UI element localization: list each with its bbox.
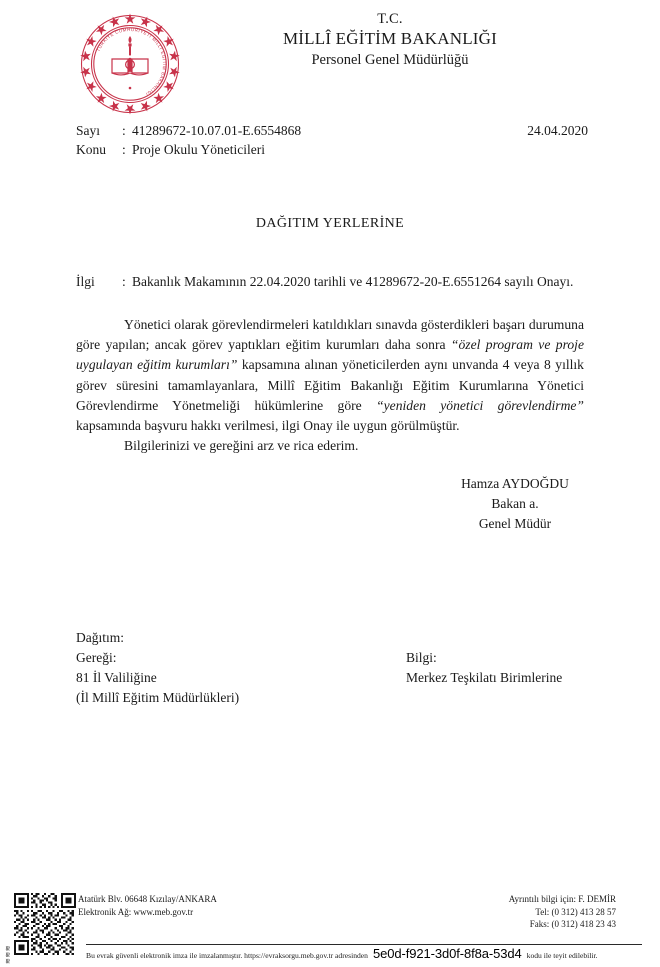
distribution-block xyxy=(76,628,596,705)
distribution-required-line-2: (İl Millî Eğitim Müdürlükleri) xyxy=(76,690,240,705)
distribution-required-column xyxy=(76,648,376,708)
footer-divider xyxy=(86,944,642,945)
footer-tel: Tel: (0 312) 413 28 57 xyxy=(535,906,616,917)
document-meta xyxy=(76,121,588,159)
sayi-row xyxy=(76,121,588,140)
signer-name: Hamza AYDOĞDU xyxy=(461,476,569,491)
verification-code: 5e0d-f921-3d0f-8f8a-53d4 xyxy=(372,946,522,961)
distribution-info-column xyxy=(406,648,660,688)
verification-text-before: Bu evrak güvenli elektronik imza ile imzalanmıştır. https://evraksorgu.meb.gov.tr adresinden xyxy=(86,951,368,960)
footer-contact-person: Ayrıntılı bilgi için: F. DEMİR xyxy=(508,894,616,904)
document-date: 24.04.2020 xyxy=(527,123,588,138)
esignature-verification-line xyxy=(86,948,646,962)
konu-row xyxy=(76,140,588,159)
sayi-label: Sayı xyxy=(76,123,101,138)
footer-address-column xyxy=(78,893,378,918)
ministry-name: MİLLÎ EĞİTİM BAKANLIĞI xyxy=(282,29,498,48)
distribution-info-line-1: Merkez Teşkilatı Birimlerine xyxy=(406,670,563,685)
qr-code xyxy=(14,893,76,955)
side-marker-strip: ≋≋≋ xyxy=(4,944,12,964)
header-titles xyxy=(190,10,590,70)
verification-text-after: kodu ile teyit edilebilir. xyxy=(526,951,598,960)
svg-text:TÜRKİYE CUMHURİYETİ MİLLÎ EĞİT: TÜRKİYE CUMHURİYETİ MİLLÎ EĞİTİM BAKANLIĞI xyxy=(95,26,168,97)
body-p1-part1: Yönetici olarak görevlendirmeleri katıldıkları sınavda gösterdikleri başarı durumuna göre yapılan; ancak görev yaptıkları eğitim kurumları daha sonra xyxy=(76,317,584,353)
republic-label: T.C. xyxy=(377,11,403,27)
body-p1-quote1: “özel program ve proje uygulayan eğitim kurumları” xyxy=(76,337,584,373)
document-body xyxy=(76,315,584,456)
ilgi-label: İlgi xyxy=(76,274,95,289)
signer-role-line-1: Bakan a. xyxy=(491,496,539,511)
body-p1-part2: kapsamına alınan yöneticilerden aynı unvanda 4 veya 8 yıllık görev süresini tamamlayanlara, Millî Eğitim Bakanlığı Eğitim Kurumlarına Yönetici Görevlendirme Yönetmeliği hükümlerine göre xyxy=(76,357,584,413)
distribution-required-label: Gereği: xyxy=(76,650,117,665)
footer-faks: Faks: (0 312) 418 23 43 xyxy=(529,919,616,929)
department-name: Personel Genel Müdürlüğü xyxy=(311,52,469,68)
signature-block xyxy=(400,474,630,534)
distribution-required-line-1: 81 İl Valiliğine xyxy=(76,670,157,685)
document-header xyxy=(0,6,660,114)
ilgi-row xyxy=(76,272,596,291)
footer-address: Atatürk Blv. 06648 Kızılay/ANKARA xyxy=(78,894,217,904)
sayi-colon: : xyxy=(122,123,126,138)
signer-role-line-2: Genel Müdür xyxy=(478,516,552,531)
body-paragraph-1 xyxy=(76,315,584,436)
ilgi-value: Bakanlık Makamının 22.04.2020 tarihli ve 41289672-20-E.6551264 sayılı Onayı. xyxy=(132,274,574,289)
footer-web-address: Elektronik Ağ: www.meb.gov.tr xyxy=(78,906,194,917)
body-p1-part3: kapsamında başvuru hakkı verilmesi, ilgi Onay ile uygun görülmüştür. xyxy=(76,418,460,434)
footer-contact-column xyxy=(356,893,616,931)
distribution-info-label: Bilgi: xyxy=(406,650,437,665)
konu-label: Konu xyxy=(76,142,106,157)
body-paragraph-2: Bilgilerinizi ve gereğini arz ve rica ederim. xyxy=(124,438,359,454)
konu-value: Proje Okulu Yöneticileri xyxy=(132,142,265,157)
konu-colon: : xyxy=(122,142,126,157)
sayi-value: 41289672-10.07.01-E.6554868 xyxy=(132,123,302,138)
turkish-ministry-emblem-icon xyxy=(78,12,182,116)
body-p1-quote2: “yeniden yönetici görevlendirme” xyxy=(376,397,584,413)
ilgi-colon: : xyxy=(122,274,126,289)
distribution-title: Dağıtım: xyxy=(76,630,124,645)
recipient-heading: DAĞITIM YERLERİNE xyxy=(255,216,405,231)
